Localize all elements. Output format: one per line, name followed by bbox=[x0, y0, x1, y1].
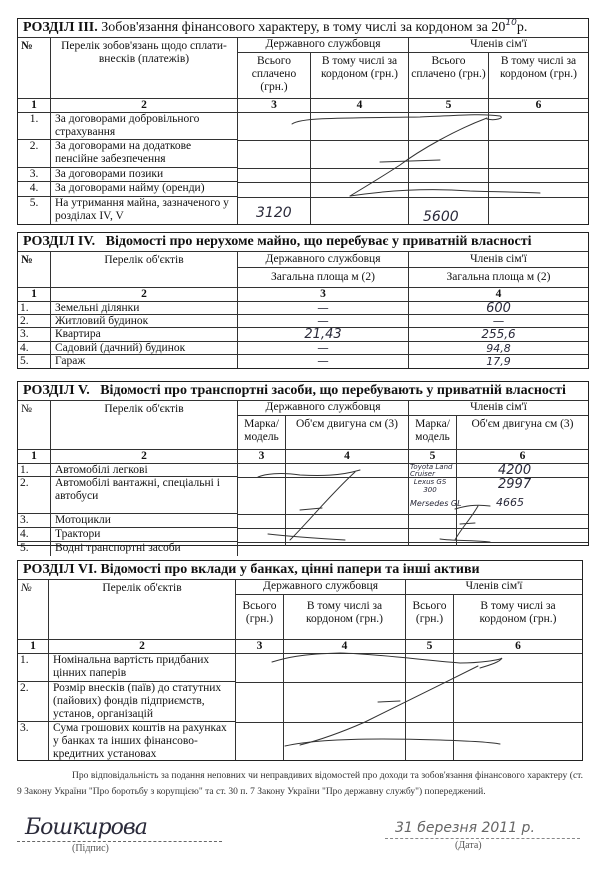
row-divider bbox=[238, 542, 588, 543]
header-c6: В тому числі за кордоном (грн.) bbox=[454, 595, 582, 640]
colnum-2: 2 bbox=[49, 640, 236, 654]
colnum-4: 4 bbox=[409, 288, 588, 302]
row-item: За договорами на додаткове пенсійне забезпечення bbox=[51, 140, 238, 168]
row-value-family: 94,8 bbox=[409, 342, 588, 355]
section-6-title-text: Відомості про вклади у банках, цінні папери та інші активи bbox=[100, 562, 480, 577]
row-num: 2. bbox=[18, 140, 51, 168]
colnum-2: 2 bbox=[51, 99, 238, 113]
row-num: 3. bbox=[18, 168, 51, 182]
colnum-5: 5 bbox=[406, 640, 454, 654]
row-item: Трактори bbox=[51, 528, 238, 542]
row-item: За договорами добровільного страхування bbox=[51, 113, 238, 140]
colnum-5: 5 bbox=[409, 450, 457, 464]
section-6-title bbox=[18, 561, 582, 580]
row-item: Розмір внесків (паїв) до статутних (пайових) фондів підприємств, установ, організацій bbox=[49, 682, 236, 722]
row-value-official: — bbox=[238, 355, 409, 368]
row-item: Сума грошових коштів на рахунках у банках та інших фінансово-кредитних установах bbox=[49, 722, 236, 760]
row-num: 3. bbox=[18, 514, 51, 528]
row-num: 5. bbox=[18, 542, 51, 556]
row-item: Квартира bbox=[51, 328, 238, 342]
header-family: Членів сім'ї bbox=[409, 38, 588, 53]
value-official-total: 3120 bbox=[256, 205, 292, 221]
colnum-3: 3 bbox=[236, 640, 284, 654]
engine-volume-family: 2997 bbox=[498, 477, 532, 492]
colnum-2: 2 bbox=[51, 288, 238, 302]
row-item: Гараж bbox=[51, 355, 238, 368]
header-c4: В тому числі за кордоном (грн.) bbox=[311, 53, 409, 99]
section-4-title bbox=[18, 233, 588, 252]
row-value-official: — bbox=[238, 315, 409, 328]
section-6-table bbox=[17, 560, 583, 761]
section-3-table bbox=[17, 18, 589, 225]
colnum-4: 4 bbox=[286, 450, 409, 464]
section-4-title-text: Відомості про нерухоме майно, що перебуває у приватній власності bbox=[105, 234, 532, 249]
date: 31 березня 2011 р. bbox=[395, 820, 535, 836]
header-official: Державного службовця bbox=[238, 252, 409, 268]
colnum-3: 3 bbox=[238, 99, 311, 113]
row-item: Водні транспортні засоби bbox=[51, 542, 238, 556]
row-num: 1. bbox=[18, 654, 49, 682]
header-c3: Загальна площа м (2) bbox=[238, 268, 409, 288]
section-4-table bbox=[17, 232, 589, 369]
section-3-title-end: р. bbox=[516, 20, 528, 35]
row-divider bbox=[238, 528, 588, 529]
section-3-label: РОЗДІЛ III. bbox=[23, 20, 98, 35]
row-value-official: 21,43 bbox=[238, 328, 409, 342]
header-official: Державного службовця bbox=[236, 580, 406, 595]
data-col-6 bbox=[454, 654, 582, 760]
colnum-1: 1 bbox=[18, 450, 51, 464]
header-c4: Загальна площа м (2) bbox=[409, 268, 588, 288]
row-divider bbox=[238, 197, 588, 198]
header-c5: Всього (грн.) bbox=[406, 595, 454, 640]
signature-line bbox=[17, 841, 222, 842]
colnum-2: 2 bbox=[51, 450, 238, 464]
row-num: 2. bbox=[18, 477, 51, 514]
row-divider bbox=[238, 168, 588, 169]
section-3-title-text: Зобов'язання фінансового характеру, в тому числі за кордоном за 20 bbox=[101, 20, 506, 35]
row-divider bbox=[238, 140, 588, 141]
header-c6: В тому числі за кордоном (грн.) bbox=[489, 53, 588, 99]
header-official: Державного службовця bbox=[238, 401, 409, 416]
row-item: За договорами позики bbox=[51, 168, 238, 182]
row-divider bbox=[236, 682, 582, 683]
row-value-official: — bbox=[238, 302, 409, 315]
row-divider bbox=[236, 722, 582, 723]
row-item: Автомобілі вантажні, спеціальні і автобуси bbox=[51, 477, 238, 514]
section-5-table bbox=[17, 381, 589, 554]
header-family: Членів сім'ї bbox=[409, 252, 588, 268]
row-num: 4. bbox=[18, 182, 51, 197]
row-divider bbox=[238, 182, 588, 183]
row-item: Автомобілі легкові bbox=[51, 464, 238, 477]
row-value-family: — bbox=[409, 315, 588, 328]
row-num: 2. bbox=[18, 682, 49, 722]
date-block bbox=[385, 818, 585, 858]
vehicle-model-family: Lexus GS 300 bbox=[413, 478, 447, 494]
header-num: № bbox=[18, 252, 51, 288]
colnum-6: 6 bbox=[454, 640, 582, 654]
header-family: Членів сім'ї bbox=[406, 580, 582, 595]
row-num: 3. bbox=[18, 722, 49, 760]
signature: Бошкирова bbox=[25, 815, 147, 840]
header-num: № bbox=[18, 401, 51, 450]
signature-label: (Підпис) bbox=[72, 843, 109, 854]
header-family: Членів сім'ї bbox=[409, 401, 588, 416]
row-item: Садовий (дачний) будинок bbox=[51, 342, 238, 355]
row-num: 1. bbox=[18, 464, 51, 477]
date-line bbox=[385, 838, 580, 839]
colnum-3: 3 bbox=[238, 288, 409, 302]
row-item: Житловий будинок bbox=[51, 315, 238, 328]
colnum-6: 6 bbox=[457, 450, 588, 464]
row-item: На утримання майна, зазначеного у розділах IV, V bbox=[51, 197, 238, 224]
header-item: Перелік зобов'язань щодо сплати-внесків (платежів) bbox=[51, 38, 238, 99]
colnum-1: 1 bbox=[18, 99, 51, 113]
header-c3: Всього (грн.) bbox=[236, 595, 284, 640]
row-num: 1. bbox=[18, 302, 51, 315]
row-num: 3. bbox=[18, 328, 51, 342]
colnum-3: 3 bbox=[238, 450, 286, 464]
header-c4: В тому числі за кордоном (грн.) bbox=[284, 595, 406, 640]
value-family-total: 5600 bbox=[423, 209, 459, 225]
row-item: За договорами найму (оренди) bbox=[51, 182, 238, 197]
header-item: Перелік об'єктів bbox=[49, 580, 236, 640]
row-item: Мотоцикли bbox=[51, 514, 238, 528]
section-5-title-text: Відомості про транспортні засоби, що перебувають у приватній власності bbox=[100, 383, 566, 398]
row-value-family: 600 bbox=[409, 302, 588, 315]
row-value-family: 255,6 bbox=[409, 328, 588, 342]
signature-block bbox=[17, 815, 222, 870]
row-divider bbox=[238, 514, 588, 515]
header-c4: Об'єм двигуна см (3) bbox=[286, 416, 409, 450]
header-c5: Марка/ модель bbox=[409, 416, 457, 450]
row-num: 5. bbox=[18, 355, 51, 368]
header-num: № bbox=[18, 580, 49, 640]
row-item: Земельні ділянки bbox=[51, 302, 238, 315]
row-num: 2. bbox=[18, 315, 51, 328]
section-4-label: РОЗДІЛ IV. bbox=[23, 234, 96, 249]
row-num: 5. bbox=[18, 197, 51, 224]
engine-volume-family: 4200 bbox=[498, 463, 532, 478]
date-label: (Дата) bbox=[455, 840, 482, 851]
row-num: 1. bbox=[18, 113, 51, 140]
section-5-title bbox=[18, 382, 588, 401]
header-item: Перелік об'єктів bbox=[51, 401, 238, 450]
colnum-4: 4 bbox=[284, 640, 406, 654]
header-c3: Всього сплачено (грн.) bbox=[238, 53, 311, 99]
colnum-1: 1 bbox=[18, 288, 51, 302]
vehicle-model-family: Mersedes GL bbox=[410, 499, 462, 508]
row-num: 4. bbox=[18, 342, 51, 355]
engine-volume-family: 4665 bbox=[496, 496, 524, 509]
section-5-label: РОЗДІЛ V. bbox=[23, 383, 90, 398]
responsibility-notice: Про відповідальність за подання неповних чи неправдивих відомостей про доходи та зобов'язання фінансового характеру (ст. 9 Закону України "Про боротьбу з корупцією" та ст. 30 п. 7 Закону України "Про державну службу") попереджений. bbox=[17, 771, 583, 797]
section-6-label: РОЗДІЛ VI. bbox=[23, 562, 97, 577]
data-col-3 bbox=[236, 654, 284, 760]
colnum-4: 4 bbox=[311, 99, 409, 113]
row-value-official: — bbox=[238, 342, 409, 355]
colnum-1: 1 bbox=[18, 640, 49, 654]
header-num: № bbox=[18, 38, 51, 99]
data-col-4 bbox=[284, 654, 406, 760]
header-c6: Об'єм двигуна см (3) bbox=[457, 416, 588, 450]
section-3-title bbox=[18, 19, 588, 38]
row-value-family: 17,9 bbox=[486, 355, 511, 368]
header-official: Державного службовця bbox=[238, 38, 409, 53]
colnum-5: 5 bbox=[409, 99, 489, 113]
data-col-5 bbox=[406, 654, 454, 760]
vehicle-model-family: Toyota Land Cruiser bbox=[410, 463, 453, 478]
header-item: Перелік об'єктів bbox=[51, 252, 238, 288]
row-item: Номінальна вартість придбаних цінних паперів bbox=[49, 654, 236, 682]
row-num: 4. bbox=[18, 528, 51, 542]
year-handwritten: 10 bbox=[505, 18, 517, 28]
header-c3: Марка/ модель bbox=[238, 416, 286, 450]
colnum-6: 6 bbox=[489, 99, 588, 113]
header-c5: Всього сплачено (грн.) bbox=[409, 53, 489, 99]
